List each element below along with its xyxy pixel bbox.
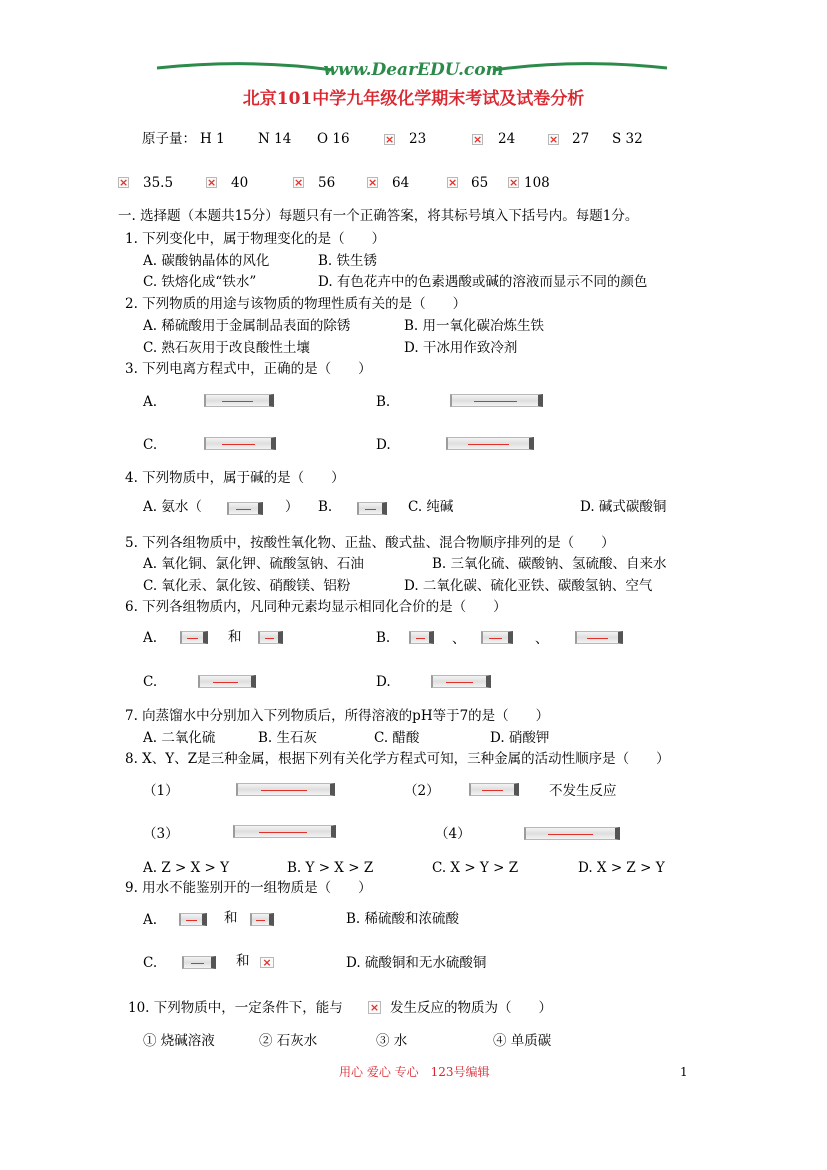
- q8-eq2-result: 不发生反应: [549, 783, 617, 799]
- element-symbol-image: [367, 177, 378, 188]
- q4-option-d: D. 碱式碳酸铜: [580, 499, 667, 515]
- q8-option-c: C. X > Y > Z: [432, 860, 519, 876]
- q3-option-b: B.: [376, 394, 391, 410]
- q5-stem: 5. 下列各组物质中，按酸性氧化物、正盐、酸式盐、混合物顺序排列的是（ ）: [125, 535, 615, 551]
- q8-option-a: A. Z > X > Y: [143, 860, 230, 876]
- element-symbol-image: [384, 134, 395, 145]
- q2-stem: 2. 下列物质的用途与该物质的物理性质有关的是（ ）: [125, 296, 467, 312]
- element-symbol-image: [206, 177, 217, 188]
- equation-image: [204, 394, 274, 407]
- q5-option-c: C. 氧化汞、氯化铵、硝酸镁、铝粉: [143, 578, 351, 594]
- page-number: 1: [680, 1065, 688, 1079]
- q10-stem-end: 发生反应的物质为（ ）: [390, 1000, 552, 1016]
- equation-image: [233, 825, 336, 838]
- atomic-mass-value: 64: [392, 175, 410, 191]
- equation-image: [524, 827, 620, 840]
- q10-option-1: ① 烧碱溶液: [143, 1033, 215, 1049]
- formula-image: [368, 1001, 381, 1014]
- element-symbol-image: [472, 134, 483, 145]
- q9-option-b: B. 稀硫酸和浓硫酸: [346, 911, 460, 927]
- atomic-mass-value: 24: [498, 131, 516, 147]
- q7-option-c: C. 醋酸: [374, 730, 420, 746]
- q9-option-c: C.: [143, 955, 158, 971]
- q7-option-a: A. 二氧化硫: [143, 730, 216, 746]
- atomic-mass-value: 35.5: [143, 175, 174, 191]
- formula-image: [575, 631, 623, 644]
- q3-option-a: A.: [143, 394, 158, 410]
- q9-stem: 9. 用水不能鉴别开的一组物质是（ ）: [125, 880, 372, 896]
- q4-option-a-close: ）: [285, 499, 299, 515]
- formula-image: [250, 913, 274, 926]
- q6-option-c: C.: [143, 674, 158, 690]
- element-symbol-image: [548, 134, 559, 145]
- formula-image: [431, 675, 491, 688]
- site-url: www.DearEDU.com: [323, 60, 504, 80]
- atomic-mass-value: 56: [318, 175, 336, 191]
- atomic-mass-h: H 1: [200, 131, 225, 147]
- q6-option-a: A.: [143, 630, 158, 646]
- q7-option-b: B. 生石灰: [258, 730, 318, 746]
- q7-stem: 7. 向蒸馏水中分别加入下列物质后，所得溶液的pH等于7的是（ ）: [125, 708, 550, 724]
- q6-sep-1: 、: [452, 631, 466, 647]
- formula-image: [227, 502, 263, 515]
- q8-eq1-label: （1）: [143, 783, 179, 799]
- q5-option-a: A. 氧化铜、氯化钾、硫酸氢钠、石油: [143, 556, 364, 572]
- q6-option-b: B.: [376, 630, 391, 646]
- q1-option-c: C. 铁熔化成“铁水”: [143, 274, 257, 290]
- q3-option-d: D.: [376, 437, 391, 453]
- q1-option-b: B. 铁生锈: [318, 253, 378, 269]
- q8-eq3-label: （3）: [143, 826, 179, 842]
- footer-slogan: 用心 爱心 专心 123号编辑: [339, 1065, 490, 1079]
- q2-option-d: D. 干冰用作致冷剂: [404, 340, 518, 356]
- page-title: 北京101中学九年级化学期末考试及试卷分析: [242, 89, 585, 109]
- q3-option-c: C.: [143, 437, 158, 453]
- formula-image: [180, 631, 208, 644]
- q9-and-c: 和: [236, 953, 250, 969]
- equation-image: [236, 783, 335, 796]
- q8-stem: 8. X、Y、Z是三种金属，根据下列有关化学方程式可知，三种金属的活动性顺序是（ ）: [125, 751, 670, 767]
- q6-stem: 6. 下列各组物质内，凡同种元素均显示相同化合价的是（ ）: [125, 599, 507, 615]
- formula-image: [409, 631, 434, 644]
- formula-image: [198, 675, 256, 688]
- q8-option-b: B. Y > X > Z: [287, 860, 374, 876]
- q2-option-c: C. 熟石灰用于改良酸性土壤: [143, 340, 310, 356]
- formula-image: [260, 957, 274, 968]
- q7-option-d: D. 硝酸钾: [490, 730, 550, 746]
- section-heading: 一. 选择题（本题共15分）每题只有一个正确答案，将其标号填入下括号内。每题1分。: [118, 208, 639, 224]
- element-symbol-image: [118, 177, 129, 188]
- atomic-mass-value: 27: [572, 131, 590, 147]
- q10-stem: 10. 下列物质中，一定条件下，能与: [128, 1000, 343, 1016]
- equation-image: [204, 437, 276, 450]
- q2-option-a: A. 稀硫酸用于金属制品表面的除锈: [143, 318, 351, 334]
- q4-option-a: A. 氨水（: [143, 499, 202, 515]
- q4-option-c: C. 纯碱: [408, 499, 454, 515]
- q1-stem: 1. 下列变化中，属于物理变化的是（ ）: [125, 231, 386, 247]
- q10-option-2: ② 石灰水: [259, 1033, 318, 1049]
- q9-option-d: D. 硫酸铜和无水硫酸铜: [346, 955, 487, 971]
- atomic-mass-s: S 32: [612, 131, 643, 147]
- element-symbol-image: [508, 177, 519, 188]
- atomic-mass-o: O 16: [317, 131, 350, 147]
- q8-eq4-label: （4）: [435, 826, 471, 842]
- q8-eq2-label: （2）: [404, 783, 440, 799]
- q9-and-a: 和: [224, 910, 238, 926]
- q6-option-d: D.: [376, 674, 391, 690]
- q3-stem: 3. 下列电离方程式中，正确的是（ ）: [125, 361, 372, 377]
- formula-image: [357, 502, 387, 515]
- q1-option-a: A. 碳酸钠晶体的风化: [143, 253, 270, 269]
- q4-stem: 4. 下列物质中，属于碱的是（ ）: [125, 470, 345, 486]
- q6-sep-2: 、: [535, 631, 549, 647]
- q10-option-3: ③ 水: [376, 1033, 408, 1049]
- atomic-mass-value: 65: [471, 175, 489, 191]
- formula-image: [258, 631, 283, 644]
- element-symbol-image: [447, 177, 458, 188]
- q8-option-d: D. X > Z > Y: [578, 860, 665, 876]
- atomic-mass-value: 23: [409, 131, 427, 147]
- q10-option-4: ④ 单质碳: [493, 1033, 552, 1049]
- element-symbol-image: [293, 177, 304, 188]
- q5-option-d: D. 二氧化碳、硫化亚铁、碳酸氢钠、空气: [404, 578, 653, 594]
- q4-option-b: B.: [318, 499, 333, 515]
- equation-image: [469, 783, 519, 796]
- equation-image: [450, 394, 543, 407]
- atomic-mass-value: 108: [524, 175, 550, 191]
- atomic-mass-n: N 14: [258, 131, 292, 147]
- formula-image: [182, 956, 216, 969]
- atomic-mass-label: 原子量：: [142, 131, 196, 147]
- q1-option-d: D. 有色花卉中的色素遇酸或碱的溶液而显示不同的颜色: [318, 274, 648, 290]
- formula-image: [481, 631, 513, 644]
- q2-option-b: B. 用一氧化碳冶炼生铁: [404, 318, 545, 334]
- atomic-mass-value: 40: [231, 175, 249, 191]
- q5-option-b: B. 三氧化硫、碳酸钠、氢硫酸、自来水: [432, 556, 667, 572]
- equation-image: [446, 437, 534, 450]
- q6-and: 和: [228, 629, 242, 645]
- formula-image: [179, 913, 207, 926]
- q9-option-a: A.: [143, 912, 158, 928]
